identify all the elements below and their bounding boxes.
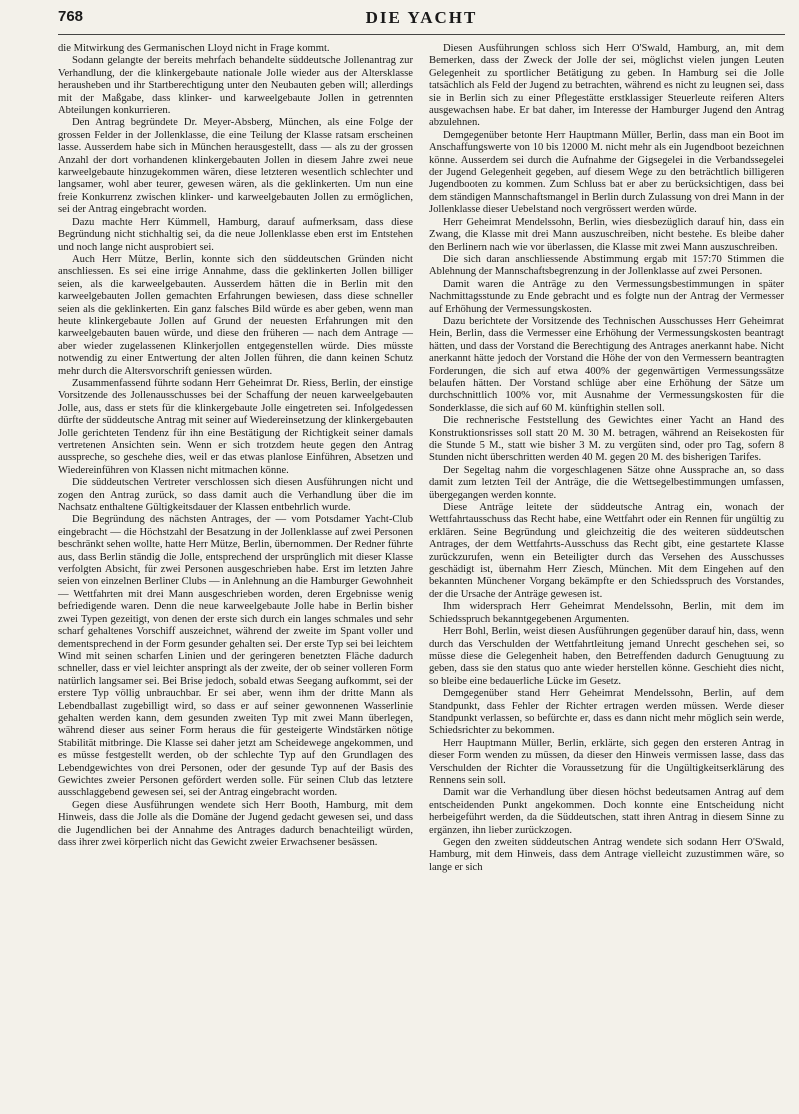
right-column — [429, 43, 784, 874]
paragraph: Den Antrag begründete Dr. Meyer-Absberg, München, als eine Folge der grossen Felder in der Jollenklasse, die eine Teilung der Klasse ratsam erscheinen lasse. Ausserdem habe sich in München herausgestellt, dass — als zu der grossen Anzahl der dort vorhandenen klinkergebauten Jollen in diesem Jahre zwei neue karweelgebaute hinzugekommen wären, diese letzteren wesentlich schlechter und langsamer, wohl aber teurer, gewesen wären, als die geklinkerten. Um nun eine freie Konkurrenz zwischen klinker- und karweelgebauten Jollen zu ermöglichen, sei der Antrag eingebracht worden. — [58, 117, 413, 216]
paragraph: Die Begründung des nächsten Antrages, der — vom Potsdamer Yacht-Club eingebracht — die Höchstzahl der Besatzung in der Jollenklasse auf zwei Personen beschränkt sehen wollte, hatte Herr Mütze, Berlin, übernommen. Der Redner führte aus, dass Berlin ständig die Jolle, entsprechend der ursprünglich mit dieser Klasse verfolgten Absicht, für zwei Personen ausgeschrieben habe. Erst im letzten Jahre seien von einzelnen Berliner Clubs — in Anlehnung an die Hamburger Gewohnheit — Wettfahrten mit drei Mann ausgeschrieben worden, deren Ergebnisse wenig befriedigende waren. Denn die neue karweelgebaute Jolle habe in Berlin bisher zwei Typen gezeitigt, von denen der erste sich durch ein langes schmales und sehr scharf gehaltenes Vorschiff auszeichnet, während der zweite im Spant voller und dementsprechend in der Form gesunder gehalten sei. Der erste Typ sei bei leichtem Wind mit seinen scharfen Linien und der geringeren benetzten Fläche dadurch schneller, dass er viel leichter anspringt als der zweite, der ob seiner volleren Form natürlich langsamer sei. Bei Brise jedoch, sobald etwas Seegang aufkommt, sei der erstere Typ völlig unbrauchbar. Er sei aber, wenn ihm der dritte Mann als Lebendballast zugebilligt wird, so dass er auf seiner gewonnenen Wasserlinie gehalten werden kann, dem gesunden zweiten Typ mit zwei Mann überlegen, während dieser aus seiner Form heraus die für gesteigerte Windstärken nötige Stabilität mitbringe. Die Klasse sei daher jetzt am Scheidewege angekommen, und es müsse festgestellt werden, ob der schlechte Typ auf den Grundlagen des Lebendgewichtes von drei Personen, oder der gesunde Typ auf der Basis des Gewichtes zweier Personen gefördert werden solle. Für seinen Club das letztere ausschlaggebend gewesen sei, sei der Antrag eingebracht worden. — [58, 514, 413, 799]
paragraph: Demgegenüber betonte Herr Hauptmann Müller, Berlin, dass man ein Boot im Anschaffungswerte von 10 bis 12000 M. nicht mehr als ein Jugendboot bezeichnen könne. Ausserdem sei durch die Aufnahme der Gigsegelei in die Verbandssegelei der Jugend Gelegenheit gegeben, auf diesem Wege zu den beträchtlich billigeren Jugendbooten zu kommen. Zum Schluss bat er aber zu berücksichtigen, dass bei dem ständigen Mannschaftsmangel in Berlin durch Zulassung von drei Mann in der Jollenklasse dieser Uebelstand noch vergrössert werden würde. — [429, 129, 784, 216]
paragraph: Auch Herr Mütze, Berlin, konnte sich den süddeutschen Gründen nicht anschliessen. Es sei eine irrige Annahme, dass die geklinkerten Jollen billiger seien, als die karweelgebauten. Ausserdem hätten die in Berlin mit den karweelgebauten Jollen gemachten Erfahrungen bewiesen, dass diese schneller seien als die geklinkerten. Ein ganz falsches Bild würde es aber geben, wenn man heute klinkergebaute Jollen auf Grund der neuesten Erfahrungen mit den karweelgebauten bauen würde, und diese den früheren — nach dem Antrage — aber wieder zugelassenen Klinkerjollen entgegenstellen würde. Dies müsste notwendig zu einer Entwertung der alten Jollen führen, die dann keinen Schutz mehr durch die Altersvorschrift geniessen würden. — [58, 253, 413, 377]
paragraph: Herr Hauptmann Müller, Berlin, erklärte, sich gegen den ersteren Antrag in dieser Form wenden zu müssen, da dieser den Hinweis vermissen lasse, dass das Verschulden der Richter die Voraussetzung für die Ungültigkeitserklärung des Rennens sein soll. — [429, 737, 784, 786]
text-columns — [58, 43, 785, 874]
paragraph: Herr Geheimrat Mendelssohn, Berlin, wies diesbezüglich darauf hin, dass ein Zwang, die Klasse mit drei Mann auszuschreiben, nicht bestehe. Es bleibe daher den Berlinern nach wie vor überlassen, die Klasse mit zwei Mann auszuschreiben. — [429, 216, 784, 253]
page-header — [58, 6, 785, 35]
paragraph: Diesen Ausführungen schloss sich Herr O'Swald, Hamburg, an, mit dem Bemerken, dass der Zweck der Jolle der sei, möglichst vielen jungen Leuten Gelegenheit zu sportlicher Betätigung zu geben. In Hamburg sei die Jolle tatsächlich als Feld der Jugend zu betrachten, während es nicht zu leugnen sei, dass sie in Berlin sich zu einer Pflegestätte erstklassiger Steuerleute reiferen Alters ausgewachsen habe. Er bat daher, im Interesse der Hamburger Jugend den Antrag abzulehnen. — [429, 43, 784, 129]
paragraph: Dazu machte Herr Kümmell, Hamburg, darauf aufmerksam, dass diese Begründung nicht stichhaltig sei, da die neue Jollenklasse eben erst im Entstehen und noch lange nicht ausprobiert sei. — [58, 216, 413, 253]
paragraph: Damit war die Verhandlung über diesen höchst bedeutsamen Antrag auf dem entscheidenden Punkt angekommen. Doch konnte eine Entscheidung nicht herbeigeführt werden, da die Süddeutschen, statt ihren Antrag in diesem Sinne zu ergänzen, ihn lieber zurückzogen. — [429, 787, 784, 836]
running-head-title: DIE YACHT — [365, 8, 478, 27]
paragraph: Der Segeltag nahm die vorgeschlagenen Sätze ohne Aussprache an, so dass damit zum letzten Teil der Anträge, die die Wettsegelbestimmungen umfassen, übergegangen werden konnte. — [429, 464, 784, 501]
paragraph: Gegen diese Ausführungen wendete sich Herr Booth, Hamburg, mit dem Hinweis, dass die Jolle als die Domäne der Jugend gedacht gewesen sei, und dass die Jugendlichen bei der Annahme des Antrages dadurch benachteiligt würden, dass ihrer zwei körperlich nicht das Gewicht zweier Erwachsener besässen. — [58, 799, 413, 848]
paragraph: Die süddeutschen Vertreter verschlossen sich diesen Ausführungen nicht und zogen den Antrag zurück, so dass damit auch die Verhandlung über die im Nachsatz enthaltene Gültigkeitsdauer der Klassen entbehrlich wurde. — [58, 477, 413, 514]
paragraph: Damit waren die Anträge zu den Vermessungsbestimmungen in später Nachmittagsstunde zu Ende gebracht und es folgte nun der Antrag der Vermesser auf Erhöhung der Vermessungskosten. — [429, 278, 784, 315]
paragraph: Herr Bohl, Berlin, weist diesen Ausführungen gegenüber darauf hin, dass, wenn durch das Verschulden der Wettfahrtleitung jemand Unrecht geschehen sei, so müsse diese die Gelegenheit haben, den Betreffenden dadurch Genugtuung zu geben, dass sie den status quo ante wieder herstellen könne. Geschieht dies nicht, so bleibe eine bedauerliche Lücke im Gesetz. — [429, 626, 784, 687]
paragraph: Gegen den zweiten süddeutschen Antrag wendete sich sodann Herr O'Swald, Hamburg, mit dem Hinweis, dass dem Antrage vielleicht zuzustimmen wäre, so lange er sich — [429, 837, 784, 873]
paragraph: Ihm widersprach Herr Geheimrat Mendelssohn, Berlin, mit dem im Schiedsspruch bekanntgegebenen Argumenten. — [429, 601, 784, 625]
paragraph: Die sich daran anschliessende Abstimmung ergab mit 157:70 Stimmen die Ablehnung der Mannschaftsbegrenzung in der Jollenklasse auf zwei Personen. — [429, 253, 784, 278]
paragraph: Zusammenfassend führte sodann Herr Geheimrat Dr. Riess, Berlin, der einstige Vorsitzende des Jollenausschusses bei der Schaffung der neuen karweelgebauten Jolle, aus, dass er stets für die klinkergebaute Jolle eingetreten sei. Infolgedessen dürfte der süddeutsche Antrag mit seiner auf Wiedereinsetzung der klinkergebauten Jolle gerichteten Tendenz für ihn eine Bestätigung der Richtigkeit seiner damals vertretenen Ansichten sein. Wenn er sich trotzdem heute gegen den Antrag ausspreche, so geschehe dies, weil er das etwas planlose Einführen, Absetzen und Wiedereinführen von Klassen nicht mitmachen könne. — [58, 377, 413, 476]
paragraph: Demgegenüber stand Herr Geheimrat Mendelssohn, Berlin, auf dem Standpunkt, dass Fehler der Richter ertragen werden müssen. Werde dieser Standpunkt verlassen, so befürchte er, dass es dann nicht mehr möglich sein werde, Schiedsrichter zu bekommen. — [429, 688, 784, 737]
paragraph: Die rechnerische Feststellung des Gewichtes einer Yacht an Hand des Konstruktionsrisses soll statt 20 M. 30 M. betragen, während an Reisekosten für die Stunde 5 M., statt wie bisher 3 M. zu vergüten sind, oder pro Tag, sofern 8 Stunden nicht überschritten werden 40 M. gegen 20 M. des bisherigen Tarifes. — [429, 415, 784, 464]
paragraph: Dazu berichtete der Vorsitzende des Technischen Ausschusses Herr Geheimrat Hein, Berlin, dass die Vermesser eine Erhöhung der Vermessungskosten beantragt hätten, und dass der Vorstand die Berechtigung des Antrages anerkannt habe. Nicht anerkannt hätte jedoch der Vorstand die Höhe der von den Vermessern beantragten Forderungen, die sich auf etwa 400% der gegenwärtigen Vermessungssätze belaufen hätten. Der Vorstand schlüge aber eine Erhöhung der Sätze um durchschnittlich 100% vor, mit Ausnahme der Vermessungskosten für die Sonderklasse, die sich auf 60 M. künftighin stellen soll. — [429, 315, 784, 414]
paragraph: Sodann gelangte der bereits mehrfach behandelte süddeutsche Jollenantrag zur Verhandlung, der die klinkergebaute nationale Jolle wieder aus der Altersklasse herausheben und ihr Startberechtigung unter den Neubauten geben will; allerdings mit der Maßgabe, dass klinker- und karweelgebaute Jollen in getrennten Abteilungen konkurrieren. — [58, 55, 413, 117]
paragraph: Diese Anträge leitete der süddeutsche Antrag ein, wonach der Wettfahrtausschuss das Recht habe, eine Wettfahrt oder ein Rennen für ungültig zu erklären. Seine Begründung und gleichzeitig die des weiteren süddeutschen Antrages, der dem Wettfahrts-Ausschuss das Recht gibt, eine gestartete Klasse zurückzurufen, wenn ein Beteiligter durch das Versehen des Ausschusses geschädigt ist, übernahm Herr Ziesch, München. Mit dem Eingehen auf den bekannten Münchener Vorgang bekämpfte er den Schiedsspruch des Vorstandes, der die Ursache der Anträge gewesen ist. — [429, 502, 784, 600]
left-column — [58, 43, 413, 874]
page-number: 768 — [58, 8, 84, 25]
paragraph: die Mitwirkung des Germanischen Lloyd nicht in Frage kommt. — [58, 43, 330, 54]
